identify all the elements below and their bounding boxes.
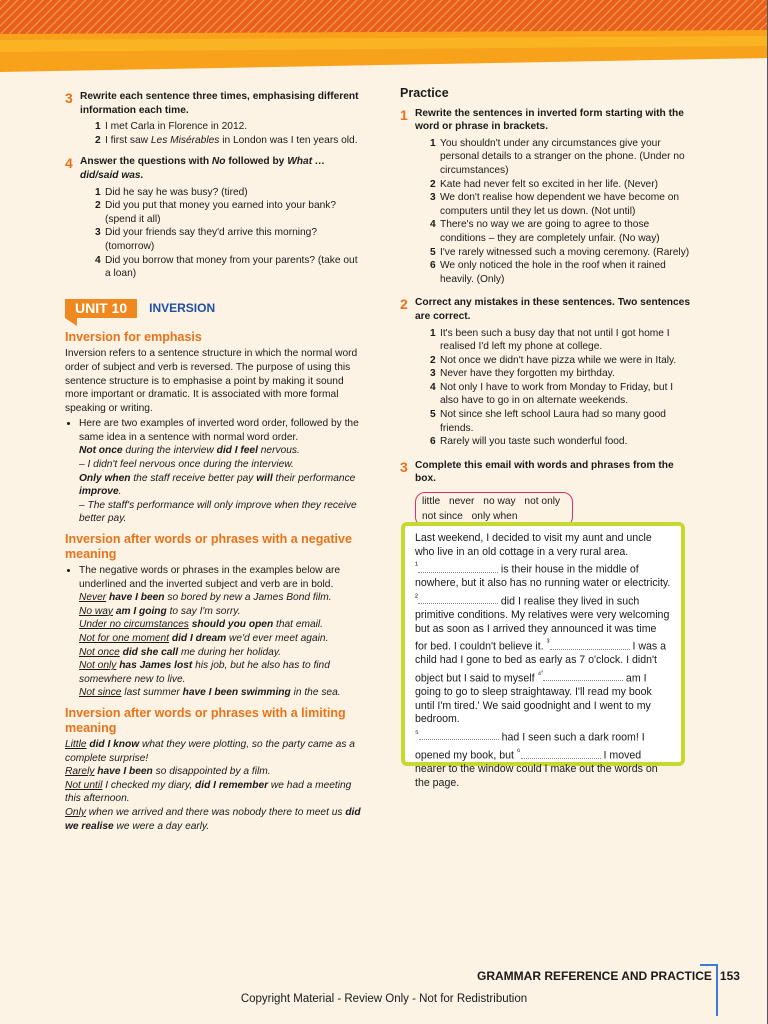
list-item: 1 I met Carla in Florence in 2012. <box>95 121 248 133</box>
list-item: 3 We don't realise how dependent we have become on computers until they let us down. (Not until) <box>430 192 680 217</box>
unit-title: INVERSION <box>149 300 216 315</box>
list-item: 2 I first saw Les Misérables in London was I ten years old. <box>95 134 358 146</box>
list-item: 3 Did your friends say they'd arrive this morning? (tomorrow) <box>95 227 318 252</box>
exercise-1-right <box>400 107 692 287</box>
gap-blank[interactable] <box>543 671 623 681</box>
word-box-item: not only <box>524 496 561 508</box>
example-block: Not once during the interview did I feel nervous. – I didn't feel nervous once during the interview. Only when the staff receive better pay will their performance improve. – The staff's performance will only improve when they receive better pay. <box>79 445 357 525</box>
section-title: Inversion for emphasis <box>65 330 202 345</box>
exercise-instruction: Complete this email with words and phrases from the box. <box>415 459 674 485</box>
right-column <box>400 87 692 535</box>
bullet-item: • Here are two examples of inverted word order, followed by the same idea in a sentence with normal word order. <box>79 417 365 444</box>
unit-header <box>65 299 365 319</box>
exercise-2-right <box>400 296 692 449</box>
list-item: 1 It's been such a busy day that not until I got home I realised I'd left my phone at college. <box>430 327 670 353</box>
unit-label: UNIT 10 <box>65 299 137 319</box>
gap-blank[interactable] <box>418 594 498 604</box>
example-block: Never have I been so bored by new a James Bond film. No way am I going to say I'm sorry. Under no circumstances should you open that email. Not for one moment did I dream we'd ever meet again. Not once did she call me during her holiday. Not only has James lost his job, but he also has to find somewhere new to live. Not since last summer have I been swimming in the sea. <box>79 592 341 699</box>
copyright-notice: Copyright Material - Review Only - Not for Redistribution <box>240 993 528 1005</box>
footer-divider <box>716 964 718 1016</box>
list-item: 6 Rarely will you taste such wonderful food. <box>430 436 628 448</box>
word-box-item: no way <box>483 496 516 508</box>
footer-title: GRAMMAR REFERENCE AND PRACTICE <box>477 969 712 983</box>
exercise-number: 3 <box>400 458 408 475</box>
section-title: Inversion after words or phrases with a limiting meaning <box>65 705 346 735</box>
header-banner <box>0 0 768 72</box>
list-item: 4 Not only I have to work from Monday to Friday, but I also have to go in on alternate weekends. <box>430 381 674 407</box>
exercise-instruction: Rewrite each sentence three times, emphasising different information each time. <box>80 91 359 116</box>
word-box-item: not since <box>422 510 463 522</box>
list-item: 4 There's no way we are going to agree to those conditions – they are completely unfair. (No way) <box>430 219 660 244</box>
section-title: Inversion after words or phrases with a negative meaning <box>65 532 352 562</box>
gap-blank[interactable] <box>418 563 498 573</box>
exercise-number: 4 <box>65 155 73 172</box>
exercise-4-left <box>65 155 365 280</box>
word-box-item: only when <box>471 510 518 522</box>
exercise-number: 2 <box>400 296 408 313</box>
list-item: 1 You shouldn't under any circumstances give your personal details to a stranger on the phone. (Under no circumstances) <box>430 137 685 176</box>
paragraph: Inversion refers to a sentence structure in which the normal word order of subject and verb is reversed. The purpose of using this sentence structure is to emphasise a point by making it sound more important or dramatic. It is associated with more formal speaking or writing. <box>65 348 358 414</box>
list-item: 5 Not since she left school Laura had so many good friends. <box>430 409 666 434</box>
gap-blank[interactable] <box>419 730 499 740</box>
bullet-item: • The negative words or phrases in the examples below are underlined and the inverted subject and verb are in bold. <box>79 564 365 591</box>
list-item: 2 Did you put that money you earned into your bank? (spend it all) <box>95 200 337 225</box>
exercise-instruction: Correct any mistakes in these sentences. Two sentences are correct. <box>415 297 690 322</box>
gap-blank[interactable] <box>521 749 601 759</box>
list-item: 1 Did he say he was busy? (tired) <box>95 186 248 198</box>
email-text-box: Last weekend, I decided to visit my aunt and uncle who live in an old cottage in a very rural area. $^{^1}$ is their house in the middle of nowhere, but it also has no running water or electricity. $^{^2}$ did I realise they lived in such primitive conditions. My relatives were very welcoming but as soon as I arrived they announced it was time for bed. I couldn't believe it. $^{^3}$ I was a child had I gone to bed as early as 7 o'clock. I didn't object but I said to myself $^{^4'}$ am I going to go to sleep straightaway. I'll read my book until I'm tired.' We said goodnight and I went to my bedroom. $^{^5}$ had I seen such a dark room! I opened my book, but $^{^6}$ I moved nearer to the window could I make out the words on the page. <box>401 522 685 766</box>
list-item: 4 Did you borrow that money from your parents? (take out a loan) <box>95 254 358 280</box>
exercise-3-left <box>65 90 365 147</box>
exercise-instruction: Rewrite the sentences in inverted form starting with the word or phrase in brackets. <box>415 107 684 133</box>
exercise-3-right <box>400 459 692 527</box>
exercise-number: 3 <box>65 90 73 106</box>
page-footer <box>477 969 740 983</box>
word-box-item: little <box>422 496 441 508</box>
left-column <box>65 90 365 833</box>
example-block: Little did I know what they were plotting, so the party came as a complete surprise! Rarely have I been so disappointed by a film. Not until I checked my diary, did I remember we had a meeting this afternoon. Only when we arrived and there was nobody there to meet us did we realise we were a day early. <box>65 738 361 832</box>
list-item: 3 Never have they forgotten my birthday. <box>430 368 615 380</box>
page-number: 153 <box>719 969 740 983</box>
gap-blank[interactable] <box>550 640 630 650</box>
list-item: 6 We only noticed the hole in the roof when it rained heavily. (Only) <box>430 260 666 285</box>
list-item: 2 Kate had never felt so excited in her life. (Never) <box>430 178 659 190</box>
exercise-number: 1 <box>400 106 408 123</box>
list-item: 5 I've rarely witnessed such a moving ceremony. (Rarely) <box>430 246 690 258</box>
list-item: 2 Not once we didn't have pizza while we were in Italy. <box>430 354 677 366</box>
exercise-instruction: Answer the questions with No followed by What … did/said was. <box>80 156 326 181</box>
practice-heading: Practice <box>400 86 449 100</box>
word-box-item: never <box>448 496 475 508</box>
